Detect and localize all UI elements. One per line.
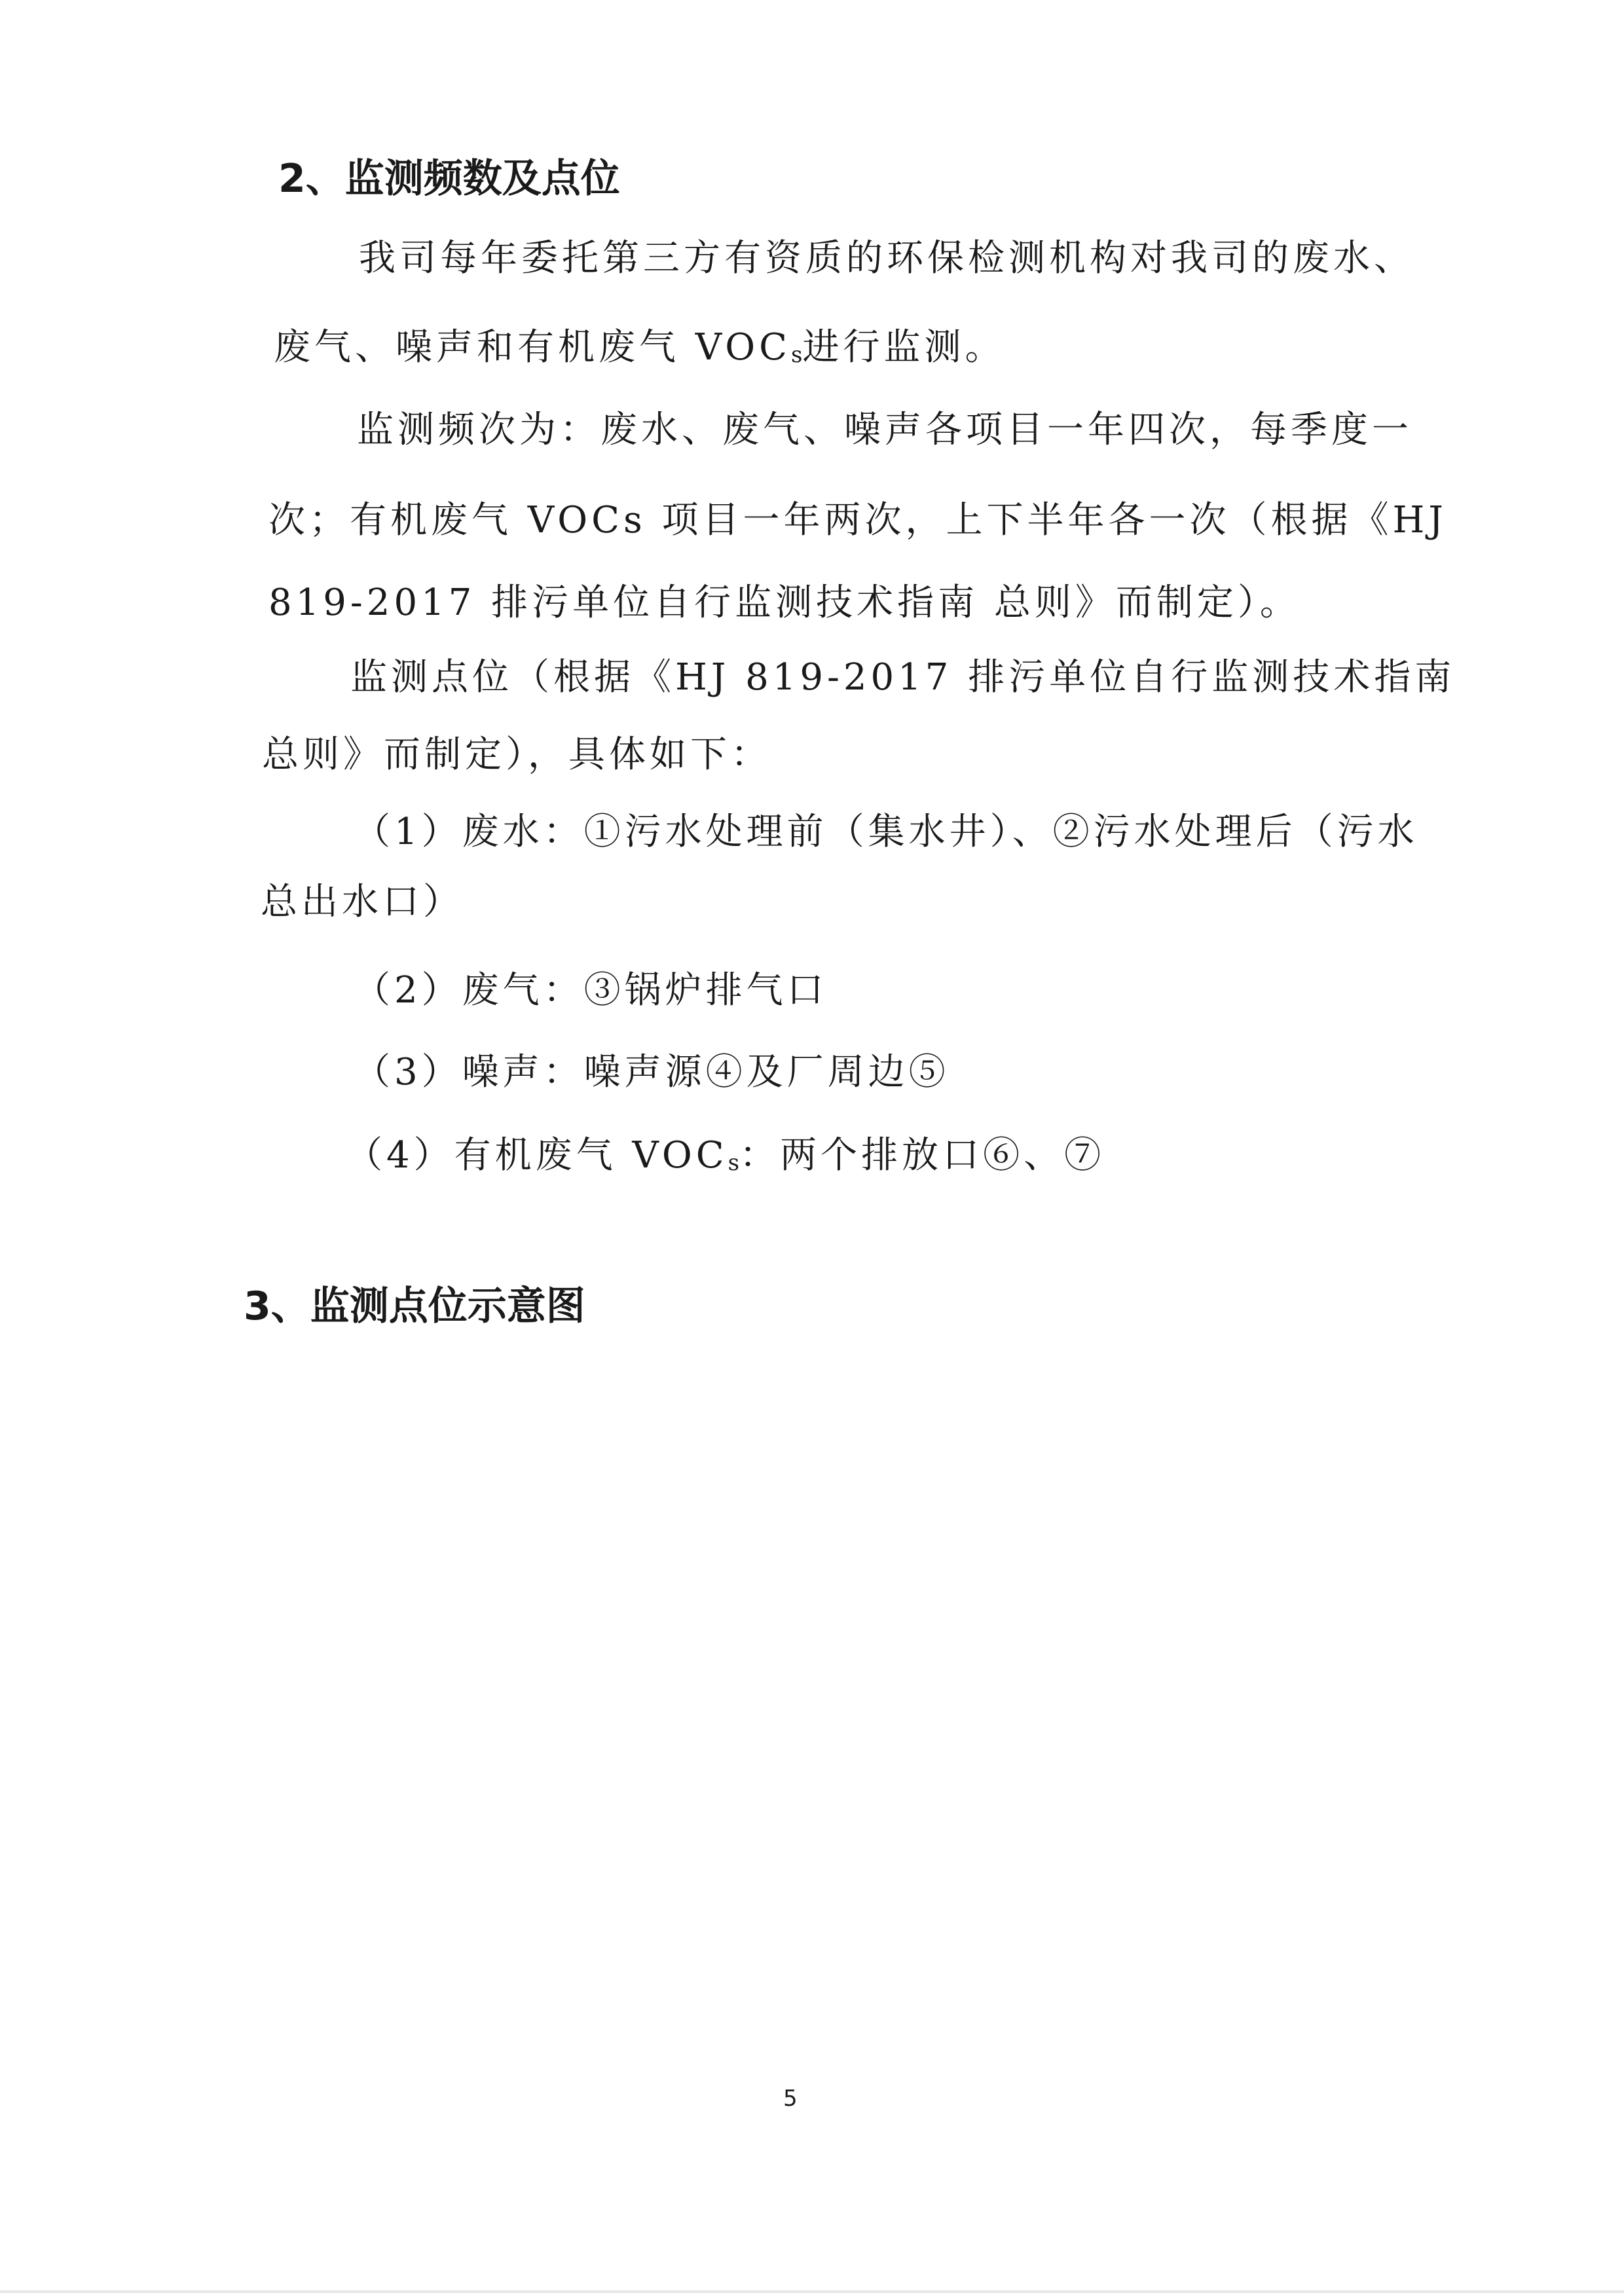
section-2-heading: 2、监测频数及点位 — [278, 156, 620, 202]
para1-line2-text-b: 进行监测。 — [802, 326, 1006, 369]
item-vocs-text-b: ：两个排放口⑥、⑦ — [739, 1134, 1105, 1177]
para1-line2-text-a: 废气、噪声和有机废气 VOC — [274, 326, 792, 369]
item-vocs-text-a: （4）有机废气 VOC — [346, 1134, 728, 1177]
item-exhaust: （2）废气：③锅炉排气口 — [354, 969, 828, 1012]
para2-line3: 819-2017 排污单位自行监测技术指南 总则》而制定）。 — [268, 581, 1301, 624]
para3-line1: 监测点位（根据《HJ 819-2017 排污单位自行监测技术指南 — [350, 656, 1456, 699]
item-vocs-subscript: s — [728, 1150, 740, 1176]
page-bottom-edge — [0, 2290, 1624, 2293]
section-3-heading: 3、监测点位示意图 — [244, 1283, 585, 1329]
para1-line1: 我司每年委托第三方有资质的环保检测机构对我司的废水、 — [359, 237, 1414, 280]
para2-line2: 次；有机废气 VOCs 项目一年两次，上下半年各一次（根据《HJ — [268, 499, 1447, 542]
para3-line2: 总则》而制定），具体如下： — [262, 733, 771, 776]
item-wastewater-line1: （1）废水：①污水处理前（集水井）、②污水处理后（污水 — [354, 811, 1418, 853]
para1-line2 — [274, 326, 1005, 376]
page-number: 5 — [783, 2085, 798, 2112]
item-wastewater-line2: 总出水口） — [261, 881, 464, 923]
item-noise: （3）噪声：噪声源④及厂周边⑤ — [354, 1051, 950, 1093]
item-vocs — [346, 1134, 1105, 1184]
para1-line2-subscript: s — [791, 342, 803, 368]
para2-line1: 监测频次为：废水、废气、噪声各项目一年四次，每季度一 — [357, 409, 1412, 451]
